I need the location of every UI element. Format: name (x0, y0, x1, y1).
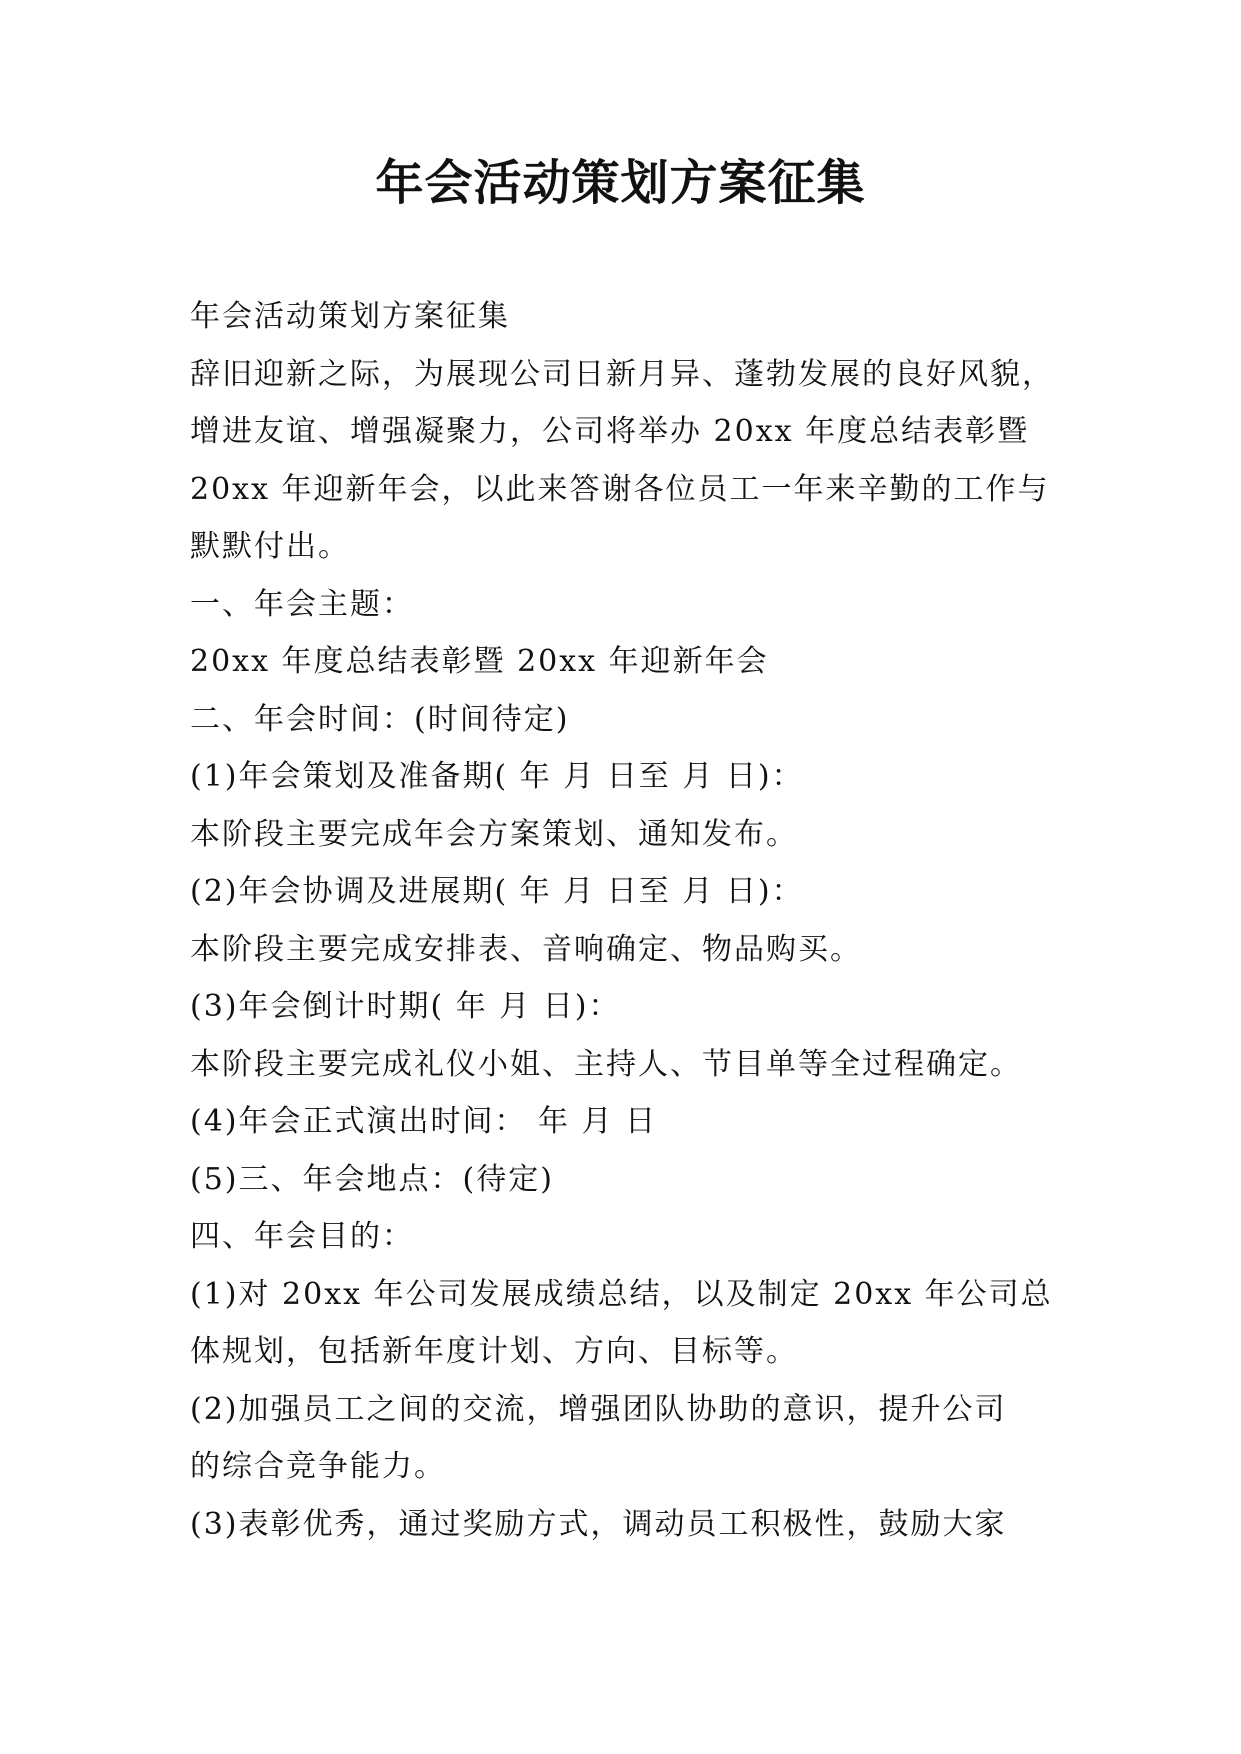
body-line: 辞旧迎新之际，为展现公司日新月异、蓬勃发展的良好风貌， (190, 356, 1054, 392)
body-line: (2)年会协调及进展期( 年 月 日至 月 日)： (190, 874, 804, 909)
body-line: 本阶段主要完成年会方案策划、通知发布。 (190, 816, 798, 852)
body-line: (3)年会倒计时期( 年 月 日)： (190, 989, 621, 1024)
body-line: 20xx 年迎新年会，以此来答谢各位员工一年来辛勤的工作与 (190, 471, 1050, 507)
document-body (190, 288, 1090, 1553)
body-line: 的综合竞争能力。 (190, 1449, 446, 1484)
document-title: 年会活动策划方案征集 (375, 155, 866, 211)
body-line: 本阶段主要完成礼仪小姐、主持人、节目单等全过程确定。 (190, 1046, 1022, 1082)
section-heading: 四、年会目的： (190, 1219, 414, 1254)
body-line: (1)对 20xx 年公司发展成绩总结，以及制定 20xx 年公司总 (190, 1276, 1053, 1312)
body-line: 年会活动策划方案征集 (190, 299, 510, 334)
body-line: (5)三、年会地点：(待定) (190, 1161, 554, 1197)
body-line: 本阶段主要完成安排表、音响确定、物品购买。 (190, 931, 862, 967)
section-heading: 一、年会主题： (190, 586, 414, 622)
body-line: (3)表彰优秀，通过奖励方式，调动员工积极性，鼓励大家 (190, 1506, 1007, 1542)
body-line: 20xx 年度总结表彰暨 20xx 年迎新年会 (190, 644, 769, 679)
body-line: 体规划，包括新年度计划、方向、目标等。 (190, 1334, 798, 1369)
body-line: 增进友谊、增强凝聚力，公司将举办 20xx 年度总结表彰暨 (190, 414, 1030, 449)
body-line: 默默付出。 (190, 529, 350, 564)
section-heading: 二、年会时间：(时间待定) (190, 701, 570, 737)
body-line: (2)加强员工之间的交流，增强团队协助的意识，提升公司 (190, 1391, 1007, 1427)
body-line: (1)年会策划及准备期( 年 月 日至 月 日)： (190, 759, 804, 794)
body-line: (4)年会正式演出时间： 年 月 日 (190, 1104, 658, 1139)
